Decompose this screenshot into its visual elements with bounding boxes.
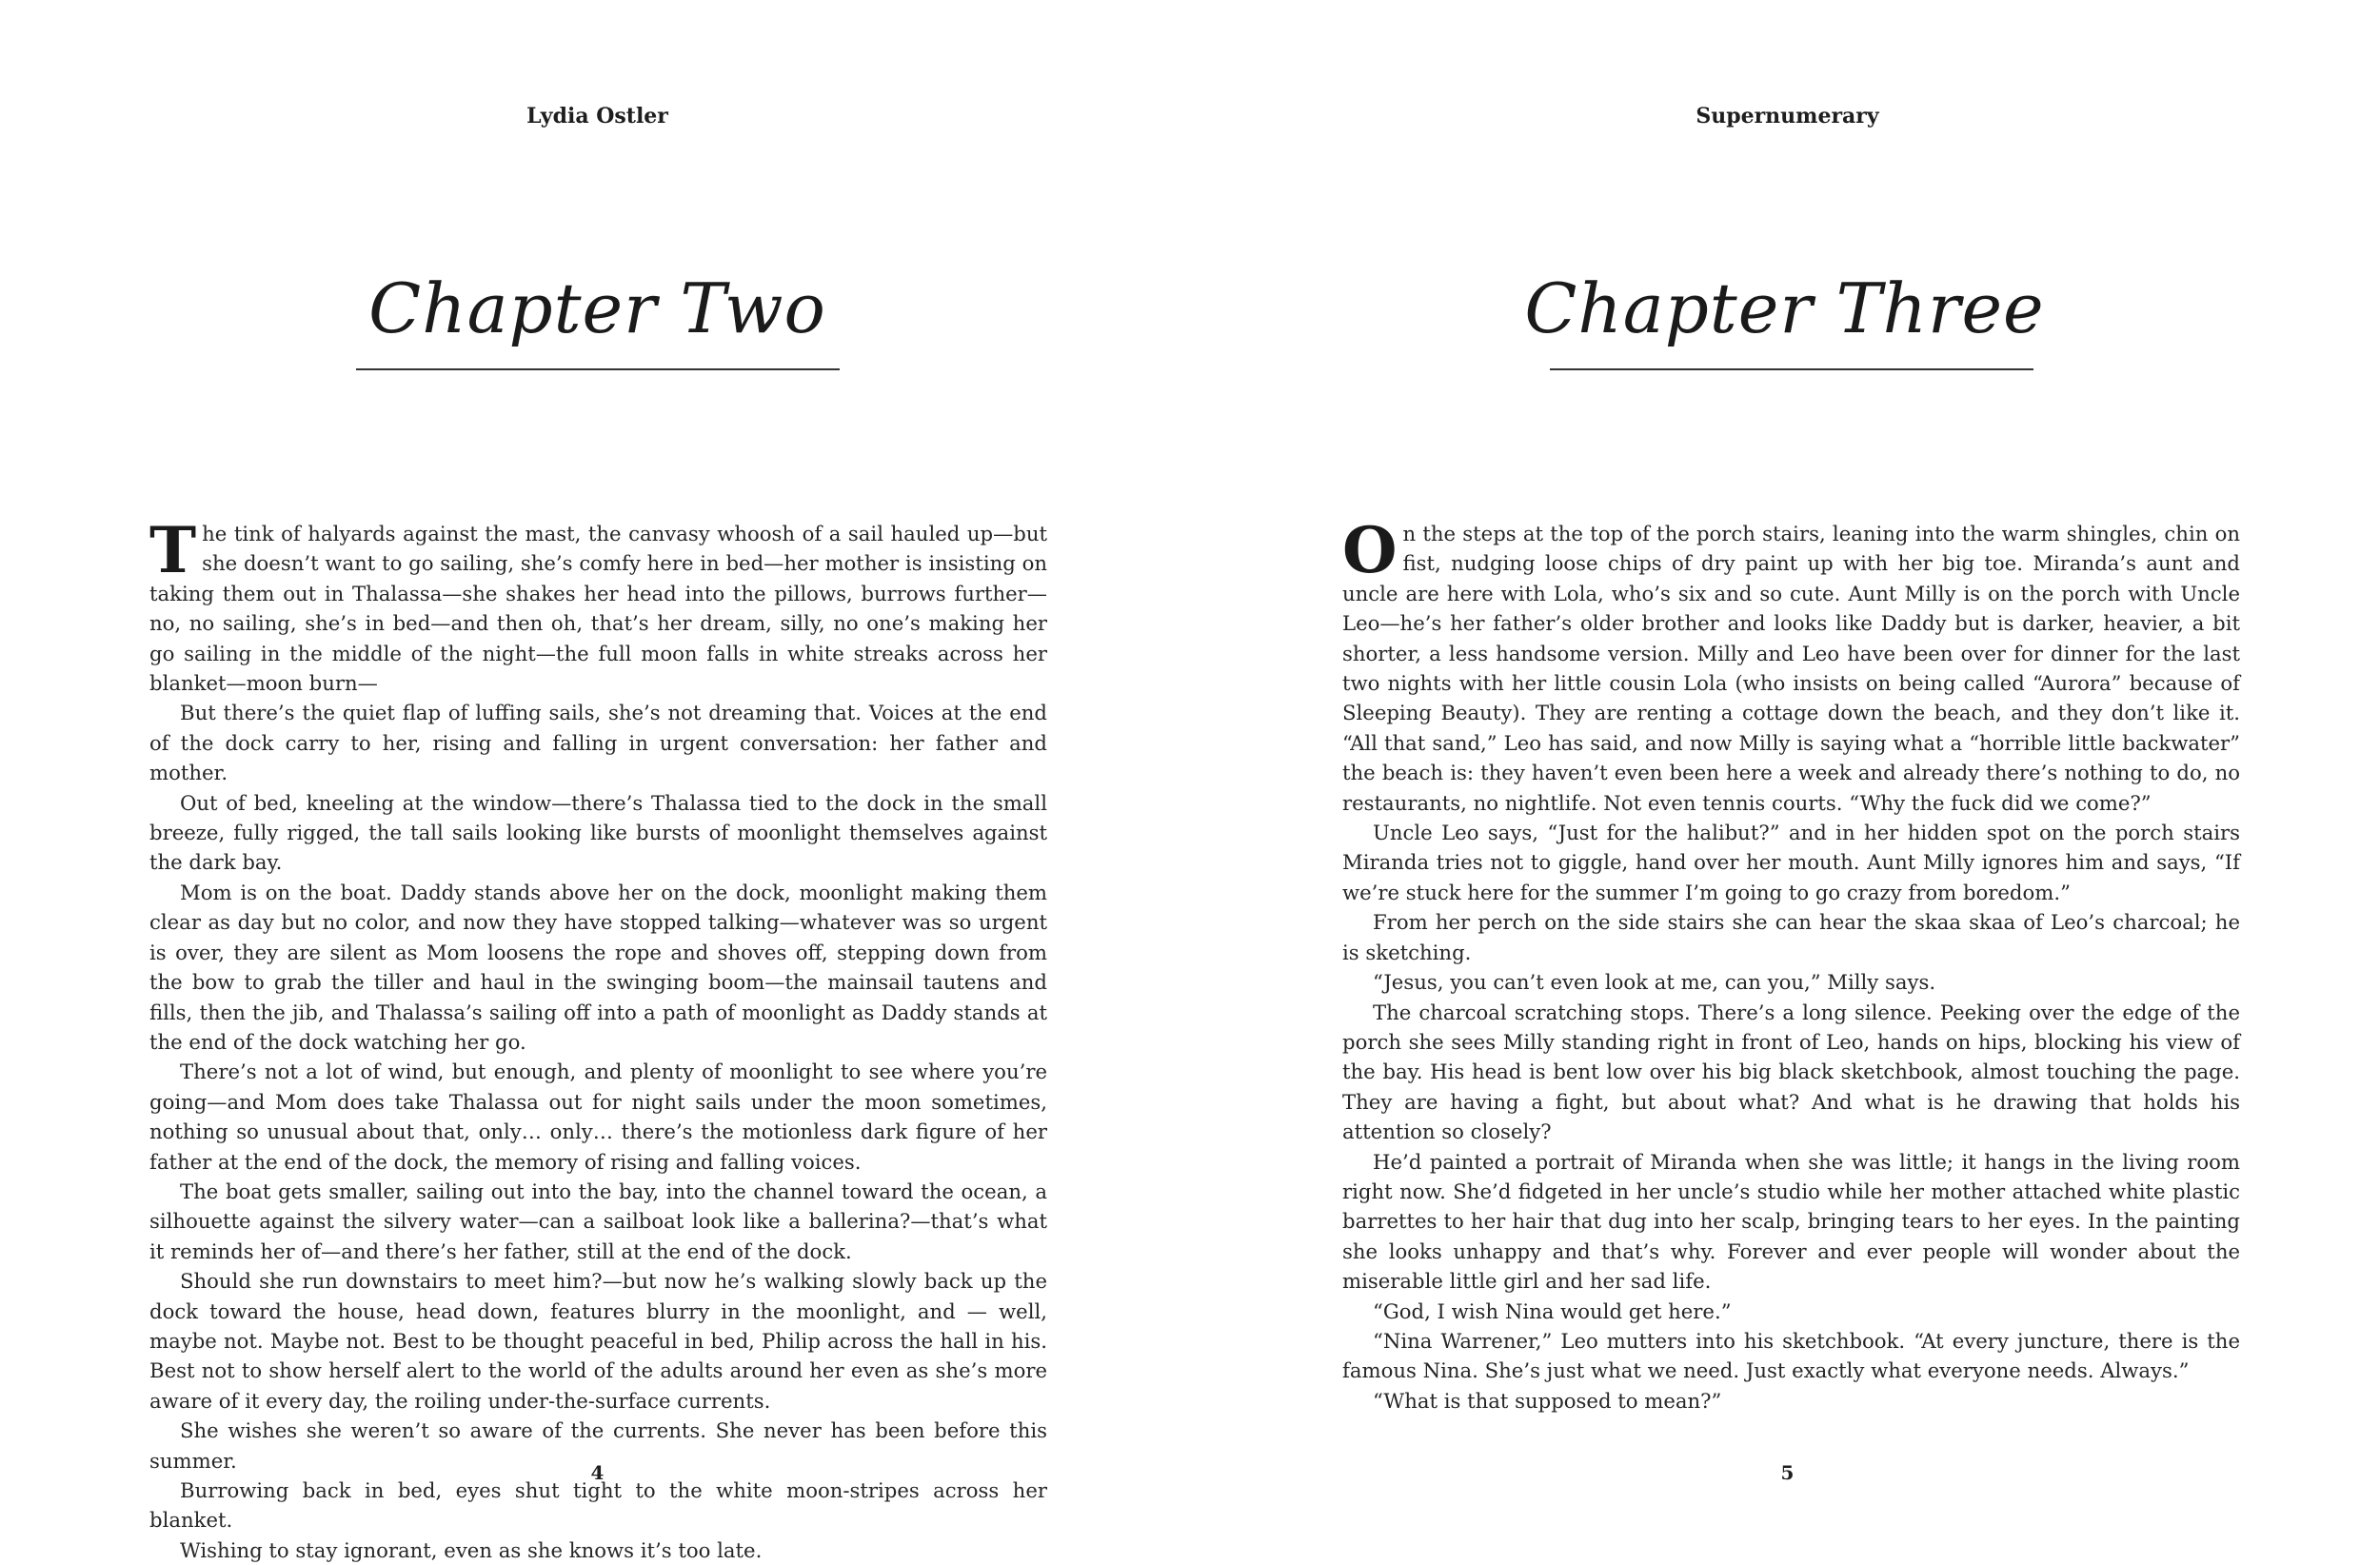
left-page: [0, 0, 1190, 1562]
paragraph: There’s not a lot of wind, but enough, and plenty of moonlight to see where you’re going—and Mom does take Thalassa out for night sails under the moon sometimes, nothing so unusual about that, only… only… there’s the motionless dark figure of her father at the end of the dock, the memory of rising and falling voices.: [149, 1060, 1047, 1174]
paragraph: “What is that supposed to mean?”: [1373, 1388, 1722, 1413]
opening-paragraph: [149, 513, 1047, 698]
paragraph: Uncle Leo says, “Just for the halibut?” and in her hidden spot on the porch stairs Miranda tries not to giggle, hand over her mouth. Aunt Milly ignores him and says, “If we’re stuck here for the summer I’m going to go crazy from boredom.”: [1342, 821, 2240, 904]
paragraph: He’d painted a portrait of Miranda when she was little; it hangs in the living room right now. She’d fidgeted in her uncle’s studio while her mother attached white plastic barrettes to her hair that dug into her scalp, bringing tears to her eyes. In the painting she looks unhappy and that’s why. Forever and ever people will wonder about the miserable little girl and her sad life.: [1342, 1149, 2240, 1294]
paragraph: From her perch on the side stairs she can hear the skaa skaa of Leo’s charcoal; he is sketching.: [1342, 910, 2240, 964]
paragraph: Wishing to stay ignorant, even as she knows it’s too late.: [180, 1537, 763, 1562]
paragraph: “God, I wish Nina would get here.”: [1373, 1298, 1732, 1323]
paragraph: But there’s the quiet flap of luffing sails, she’s not dreaming that. Voices at the end of the dock carry to her, rising and falling in urgent conversation: her father and mother.: [149, 701, 1047, 785]
paragraph: Should she run downstairs to meet him?—but now he’s walking slowly back up the dock toward the house, head down, features blurry in the moonlight, and — well, maybe not. Maybe not. Best to be thought peaceful in bed, Philip across the hall in his. Best not to show herself alert to the world of the adults around her even as she’s more aware of it every day, the roiling under-the-surface currents.: [149, 1269, 1047, 1413]
paragraph: The charcoal scratching stops. There’s a long silence. Peeking over the edge of the porch she sees Milly standing right in front of Leo, hands on hips, blocking his view of the bay. His head is bent low over his big black sketchbook, almost touching the page. They are having a fight, but about what? And what is he drawing that holds his attention so closely?: [1342, 1000, 2240, 1144]
drop-cap: T: [149, 513, 197, 587]
paragraph: Burrowing back in bed, eyes shut tight to the white moon-stripes across her blanket.: [149, 1478, 1047, 1533]
opening-text: n the steps at the top of the porch stairs, leaning into the warm shingles, chin on fist, nudging loose chips of dry paint up with her big toe. Miranda’s aunt and uncle are here with Lola, who’s six and so cute. Aunt Milly is on the porch with Uncle Leo—he’s her father’s older brother and looks like Daddy but is darker, heavier, a bit shorter, a less handsome version. Milly and Leo have been over for dinner for the last two nights with her little cousin Lola (who insists on being called “Aurora” because of Sleeping Beauty). They are renting a cottage down the beach, and they don’t like it. “All that sand,” Leo has said, and now Milly is saying what a “horrible little backwater” the beach is: they haven’t even been here a week and already there’s nothing to do, no restaurants, no nightlife. Not even tennis courts. “Why the fuck did we come?”: [1342, 522, 2240, 815]
chapter-title: Chapter Three: [1524, 268, 2045, 348]
right-page: [1190, 0, 2380, 1547]
chapter-body: [1342, 513, 2240, 1416]
paragraph: Out of bed, kneeling at the window—there’s Thalassa tied to the dock in the small breeze, fully rigged, the tall sails looking like bursts of moonlight themselves against the dark bay.: [149, 790, 1047, 875]
paragraph: She wishes she weren’t so aware of the currents. She never has been before this summer.: [149, 1418, 1047, 1473]
title-rule: [356, 368, 840, 370]
running-head-title: Supernumerary: [1696, 104, 1879, 129]
paragraph: “Nina Warrener,” Leo mutters into his sketchbook. “At every juncture, there is the famous Nina. She’s just what we need. Just exactly what everyone needs. Always.”: [1342, 1328, 2240, 1383]
opening-paragraph: [1342, 513, 2240, 818]
paragraph: The boat gets smaller, sailing out into the bay, into the channel toward the ocean, a silhouette against the silvery water—can a sailboat look like a ballerina?—that’s what it reminds her of—and there’s her father, still at the end of the dock.: [149, 1179, 1047, 1263]
opening-text: he tink of halyards against the mast, the canvasy whoosh of a sail hauled up—but she doesn’t want to go sailing, she’s comfy here in bed—her mother is insisting on taking them out in Thalassa—she shakes her head into the pillows, burrows further—no, no sailing, she’s in bed—and then oh, that’s her dream, silly, no one’s making her go sailing in the middle of the night—the full moon falls in white streaks across her blanket—moon burn—: [149, 522, 1047, 696]
chapter-body: [149, 513, 1047, 1565]
running-head-author: Lydia Ostler: [526, 104, 668, 129]
chapter-title: Chapter Two: [368, 268, 826, 348]
drop-cap: O: [1342, 513, 1398, 587]
title-rule: [1550, 368, 2033, 370]
paragraph: Mom is on the boat. Daddy stands above her on the dock, moonlight making them clear as day but no color, and now they have stopped talking—whatever was so urgent is over, they are silent as Mom loosens the rope and shoves off, stepping down from the bow to grab the tiller and haul in the swinging boom—the mainsail tautens and fills, then the jib, and Thalassa’s sailing off into a path of moonlight as Daddy stands at the end of the dock watching her go.: [149, 880, 1047, 1054]
paragraph: “Jesus, you can’t even look at me, can you,” Milly says.: [1373, 970, 1936, 995]
page-number: 4: [590, 1461, 605, 1484]
page-number: 5: [1780, 1461, 1795, 1484]
